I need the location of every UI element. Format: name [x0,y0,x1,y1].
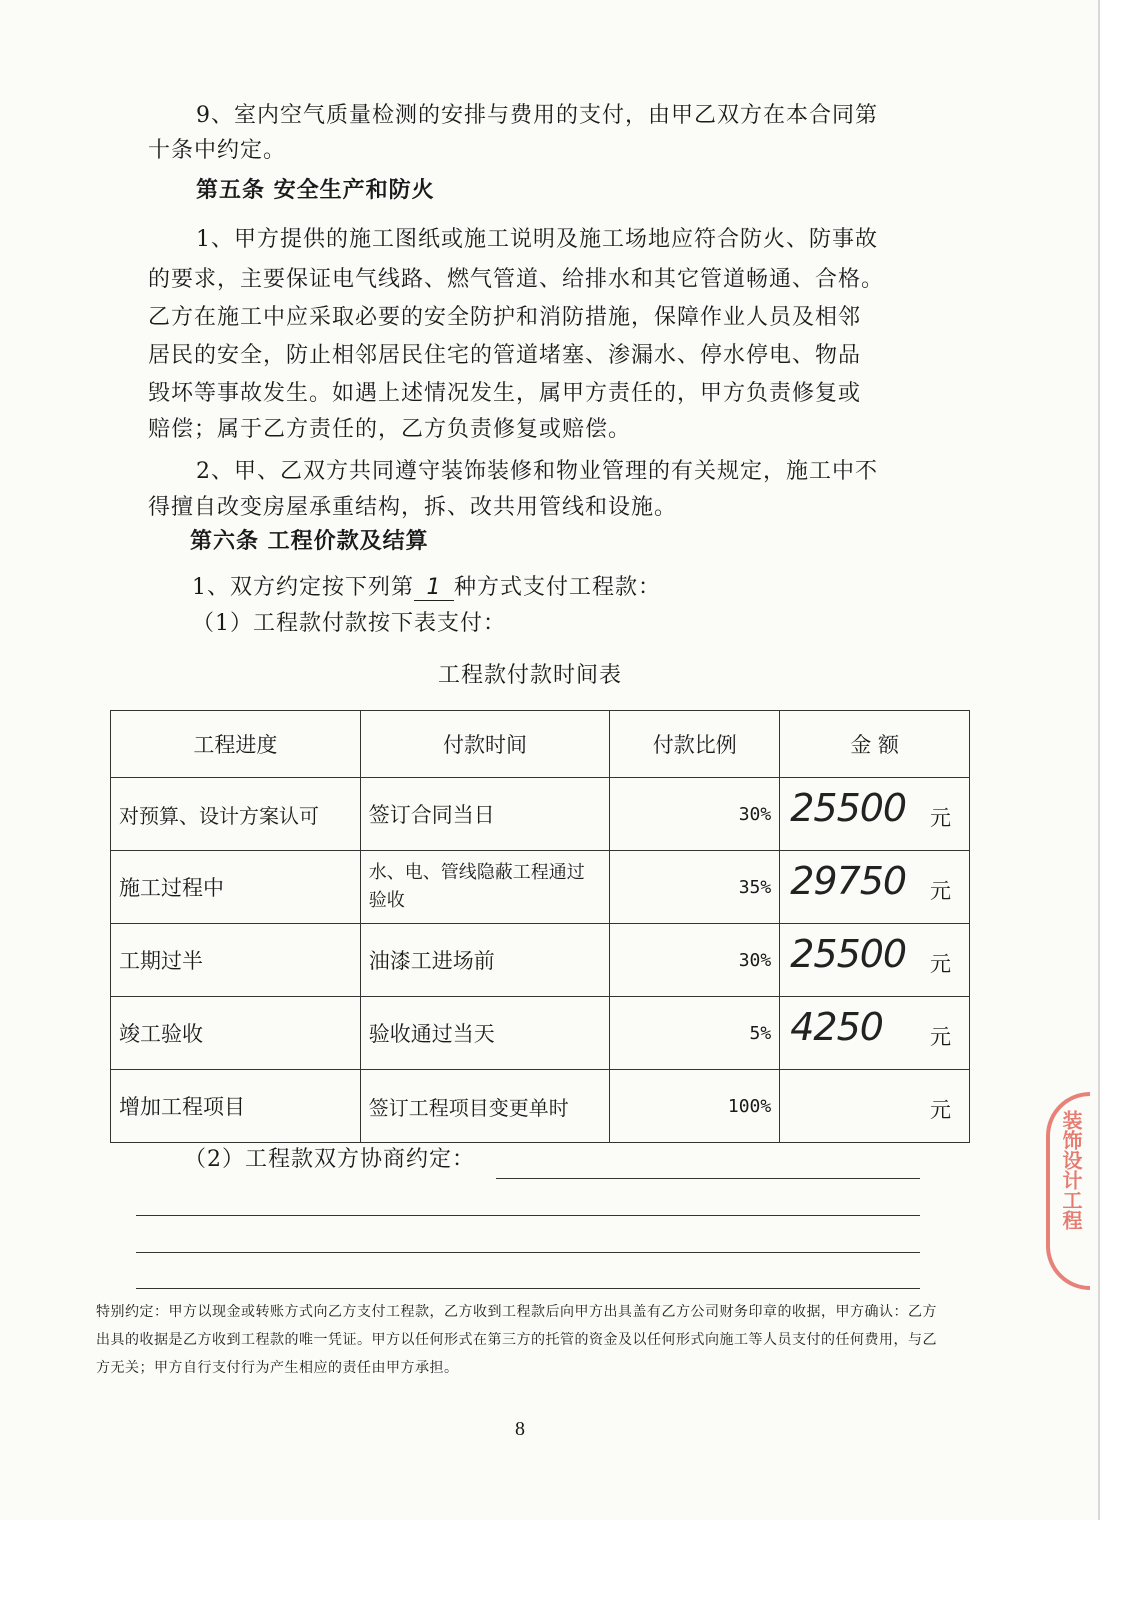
clause-9-line-1: 9、室内空气质量检测的安排与费用的支付，由甲乙双方在本合同第 [196,103,878,128]
clause-9-line-2: 十条中约定。 [148,138,287,163]
amount-unit: 元 [930,806,951,830]
header-time: 付款时间 [360,711,610,778]
payment-method-fill: 1 [414,575,454,601]
table-title: 工程款付款时间表 [437,663,622,688]
row-amount-cell [780,924,970,997]
header-ratio: 付款比例 [610,711,780,778]
header-stage: 工程进度 [111,711,361,778]
fill-line-3 [136,1252,920,1253]
fill-line-1 [496,1178,920,1179]
row-stage: 增加工程项目 [111,1070,361,1143]
row-time: 签订合同当日 [360,778,610,851]
s6-p1-line [192,570,661,601]
row-stage: 施工过程中 [111,851,361,924]
handwritten-amount: 4250 [790,1005,883,1049]
section-6-title: 第六条 工程价款及结算 [190,529,429,554]
s5-p1-line-6: 赔偿；属于乙方责任的，乙方负责修复或赔偿。 [148,417,632,442]
row-amount-cell [780,778,970,851]
fill-line-4 [136,1288,920,1289]
special-agreement-note: 特别约定：甲方以现金或转账方式向乙方支付工程款，乙方收到工程款后向甲方出具盖有乙方公司财务印章的收据，甲方确认：乙方出具的收据是乙方收到工程款的唯一凭证。甲方以任何形式在第三方的托管的资金及以任何形式向施工等人员支付的任何费用，与乙方无关；甲方自行支付行为产生相应的责任由甲方承担。 [96,1304,937,1376]
table-row [111,1070,970,1143]
handwritten-amount: 25500 [790,932,907,976]
s5-p1-line-4: 居民的安全，防止相邻居民住宅的管道堵塞、渗漏水、停水停电、物品 [148,343,862,368]
row-ratio: 35% [610,851,780,924]
row-time: 油漆工进场前 [360,924,610,997]
row-ratio: 30% [610,778,780,851]
table-header-row [111,711,970,778]
amount-unit: 元 [930,879,951,903]
row-amount-cell [780,851,970,924]
table-row [111,851,970,924]
payment-schedule-table [110,710,970,1143]
page-number: 8 [515,1418,525,1440]
s5-p1-line-3: 乙方在施工中应采取必要的安全防护和消防措施，保障作业人员及相邻 [148,305,862,330]
s5-p2-line-1: 2、甲、乙双方共同遵守装饰装修和物业管理的有关规定，施工中不 [196,459,878,484]
table-row [111,924,970,997]
row-stage: 竣工验收 [111,997,361,1070]
amount-unit: 元 [930,1025,951,1049]
row-time: 签订工程项目变更单时 [360,1070,610,1143]
scan-edge [1098,0,1100,1520]
fill-line-2 [136,1215,920,1216]
section-5-title: 第五条 安全生产和防火 [196,178,435,203]
handwritten-amount: 25500 [790,786,907,830]
s5-p2-line-2: 得擅自改变房屋承重结构，拆、改共用管线和设施。 [148,495,678,520]
s6-p1-after: 种方式支付工程款： [454,575,662,600]
row-amount-cell [780,997,970,1070]
row-stage: 对预算、设计方案认可 [111,778,361,851]
row-stage: 工期过半 [111,924,361,997]
amount-unit: 元 [930,1098,951,1122]
handwritten-amount: 29750 [790,859,907,903]
row-time: 验收通过当天 [360,997,610,1070]
row-ratio: 30% [610,924,780,997]
amount-unit: 元 [930,952,951,976]
company-seal-text: 装饰设计工程 [1059,1110,1083,1230]
s5-p1-line-2: 的要求，主要保证电气线路、燃气管道、给排水和其它管道畅通、合格。 [148,267,885,292]
row-ratio: 100% [610,1070,780,1143]
s6-sub-2: （2）工程款双方协商约定： [184,1147,475,1172]
header-amount: 金 额 [780,711,970,778]
row-ratio: 5% [610,997,780,1070]
s5-p1-line-5: 毁坏等事故发生。如遇上述情况发生，属甲方责任的，甲方负责修复或 [148,381,862,406]
s6-p1-before: 1、双方约定按下列第 [192,575,414,600]
s5-p1-line-1: 1、甲方提供的施工图纸或施工说明及施工场地应符合防火、防事故 [196,227,878,252]
s6-sub-1: （1）工程款付款按下表支付： [192,611,506,636]
row-amount-cell [780,1070,970,1143]
row-time: 水、电、管线隐蔽工程通过验收 [360,851,610,924]
table-row [111,778,970,851]
table-row [111,997,970,1070]
